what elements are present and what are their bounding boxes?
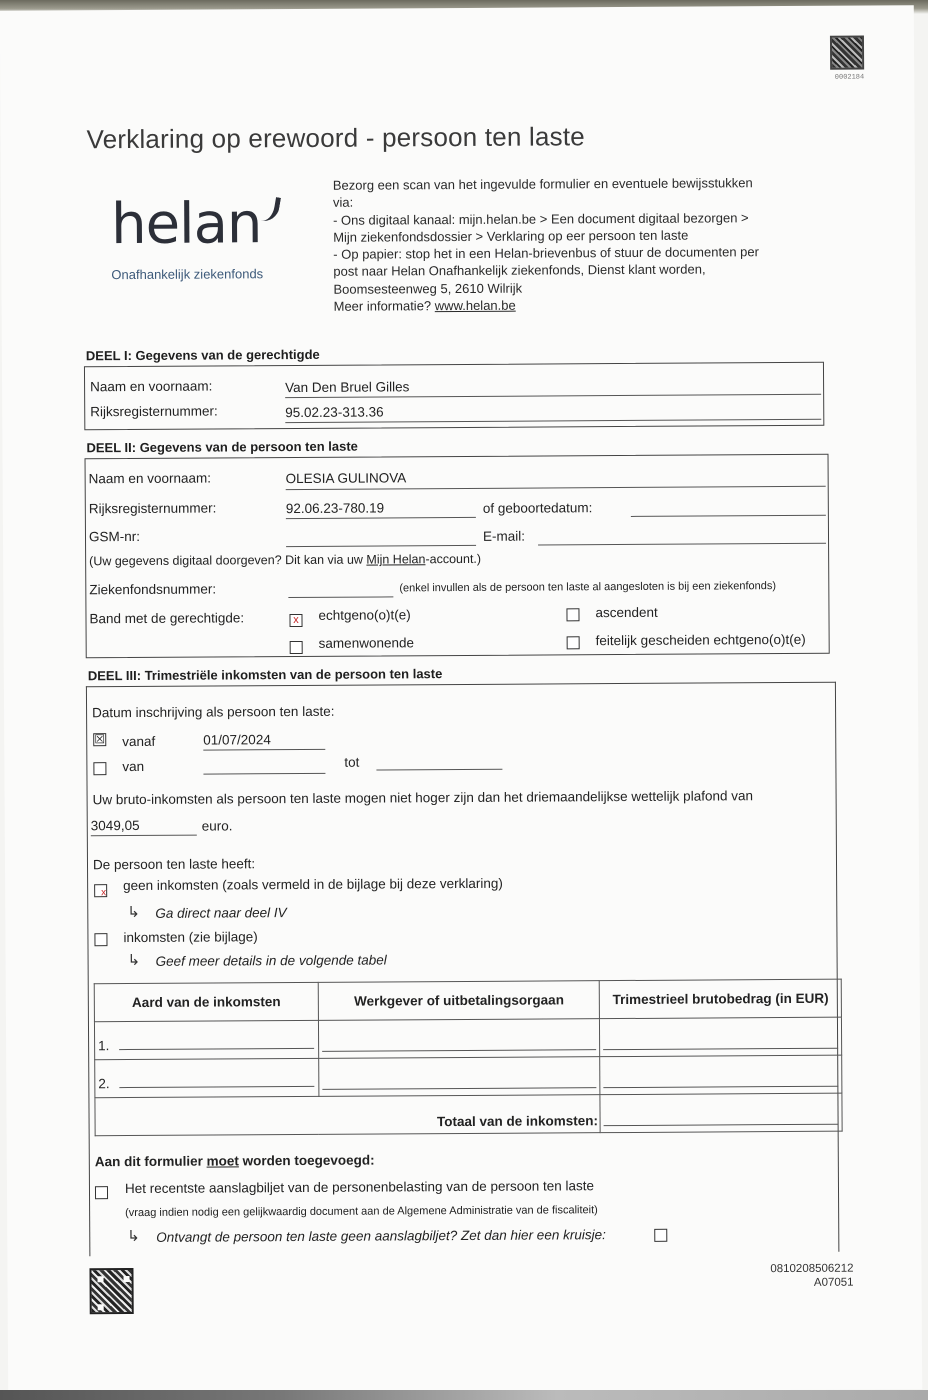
section-title-deel1: DEEL I: Gegevens van de gerechtigde (85, 346, 320, 364)
income-checkbox[interactable] (94, 933, 107, 946)
ceiling-unit: euro. (201, 818, 233, 834)
col-header-employer: Werkgever of uitbetalingsorgaan (318, 981, 600, 1021)
qr-code-icon (830, 36, 864, 70)
row1-amount-cell[interactable] (600, 1017, 842, 1056)
hint-arrow-icon: ↳ (127, 1227, 140, 1246)
tax-bill-label: Het recentste aanslagbiljet van de personenbelasting van de persoon ten laste (124, 1178, 595, 1197)
more-info-label: Meer informatie? (333, 298, 432, 314)
ceiling-value[interactable]: 3049,05 (90, 817, 140, 834)
no-income-label: geen inkomsten (zoals vermeld in de bijlage bij deze verklaring) (123, 875, 503, 894)
footer-codes (747, 1262, 853, 1291)
relation-checkbox-echtgenoot[interactable]: x (289, 614, 302, 627)
qr-code-top (830, 36, 864, 80)
attach-title (95, 1153, 375, 1170)
row1-employer-field[interactable] (322, 1036, 597, 1052)
deel1-rrn-label: Rijksregisternummer: (90, 403, 218, 420)
instruction-line: - Ons digitaal kanaal: mijn.helan.be > Een document digitaal bezorgen > (333, 209, 749, 228)
relation-checkbox-gescheiden[interactable] (567, 636, 580, 649)
relation-label-ascendent: ascendent (595, 604, 658, 621)
instruction-line: Boomsesteenweg 5, 2610 Wilrijk (333, 280, 523, 297)
van-label: van (122, 758, 145, 775)
row2-amount-field[interactable] (604, 1073, 839, 1088)
deel2-fund-label: Ziekenfondsnummer: (89, 581, 217, 598)
instruction-line: post naar Helan Onafhankelijk ziekenfonds, Dienst klant worden, (333, 261, 706, 280)
no-income-checkbox[interactable]: x (94, 884, 107, 897)
row1-amount-field[interactable] (604, 1035, 839, 1050)
date-label: Datum inschrijving als persoon ten laste: (92, 703, 335, 721)
footer-code-1: 0810208506212 (770, 1262, 854, 1276)
deel2-name-value[interactable]: OLESIA GULINOVA (285, 470, 407, 487)
attach-title-emph: moet (206, 1153, 239, 1169)
logo-accent-icon (259, 195, 281, 224)
vanaf-date-value[interactable]: 01/07/2024 (203, 732, 271, 748)
digital-note (89, 552, 481, 568)
row1-type-cell[interactable] (94, 1020, 318, 1059)
tax-bill-checkbox[interactable] (95, 1186, 108, 1199)
total-label: Totaal van de inkomsten: (95, 1095, 601, 1136)
deel2-relation-label: Band met de gerechtigde: (89, 610, 245, 627)
total-cell[interactable] (600, 1093, 842, 1132)
helan-logo (110, 191, 264, 283)
submission-instructions (333, 174, 804, 315)
form-page (0, 5, 922, 1395)
deel2-gsm-label: GSM-nr: (88, 528, 141, 545)
deel2-rrn-label: Rijksregisternummer: (88, 500, 217, 517)
col-header-type: Aard van de inkomsten (94, 982, 318, 1021)
row2-amount-cell[interactable] (600, 1055, 842, 1094)
logo-wordmark: helan (110, 191, 262, 258)
table-total-row (95, 1093, 842, 1136)
row2-type-cell[interactable] (95, 1058, 319, 1097)
ceiling-text: Uw bruto-inkomsten als persoon ten laste mogen niet hoger zijn dan het driemaandelijkse wettelijk plafond van (92, 788, 754, 808)
van-checkbox[interactable] (93, 762, 106, 775)
deel2-birthdate-label: of geboortedatum: (482, 500, 593, 516)
row2-employer-field[interactable] (322, 1074, 597, 1090)
top-code: 0002184 (834, 73, 865, 82)
relation-label-gescheiden: feitelijk gescheiden echtgeno(o)t(e) (595, 631, 806, 649)
row1-type-field[interactable] (119, 1048, 314, 1050)
more-info (334, 295, 804, 315)
deel1-name-label: Naam en voornaam: (90, 378, 213, 395)
vanaf-label: vanaf (122, 733, 156, 750)
income-label: inkomsten (zie bijlage) (123, 929, 258, 946)
vanaf-checkbox[interactable]: ☒ (94, 732, 106, 747)
row2-employer-cell[interactable] (319, 1057, 601, 1097)
row-number: 1. (98, 1038, 110, 1054)
helan-website-link[interactable]: www.helan.be (434, 297, 516, 314)
page-title: Verklaring op erewoord - persoon ten laste (86, 121, 586, 155)
has-label: De persoon ten laste heeft: (92, 856, 256, 873)
deel1-rrn-value[interactable]: 95.02.23-313.36 (285, 404, 384, 421)
tot-label: tot (344, 754, 360, 770)
deel3-box (86, 682, 839, 1257)
row1-employer-cell[interactable] (318, 1019, 600, 1059)
row2-type-field[interactable] (119, 1086, 314, 1088)
table-header-row (94, 979, 841, 1022)
deel1-name-value[interactable]: Van Den Bruel Gilles (285, 379, 410, 396)
instruction-line: via: (332, 194, 354, 211)
qr-code-bottom-icon (89, 1268, 133, 1314)
hint-arrow-icon: ↳ (127, 903, 140, 922)
relation-label-samenwonende: samenwonende (318, 635, 415, 651)
logo-tagline: Onafhankelijk ziekenfonds (111, 266, 264, 283)
relation-checkbox-samenwonende[interactable] (290, 641, 303, 654)
deel2-email-label: E-mail: (482, 528, 526, 544)
relation-label-echtgenoot: echtgeno(o)t(e) (318, 607, 411, 623)
deel2-rrn-value[interactable]: 92.06.23-780.19 (285, 500, 385, 517)
income-table (94, 979, 843, 1137)
mijn-helan-link[interactable]: Mijn Helan (366, 552, 426, 567)
income-hint: Geef meer details in de volgende tabel (155, 952, 387, 969)
attach-title-suffix: worden toegevoegd: (238, 1152, 375, 1169)
deel2-name-label: Naam en voornaam: (88, 470, 211, 487)
attach-title-prefix: Aan dit formulier (94, 1153, 207, 1170)
no-tax-bill-checkbox[interactable] (654, 1229, 667, 1242)
no-tax-bill-text: Ontvangt de persoon ten laste geen aanslagbiljet? Zet dan hier een kruisje: (156, 1227, 606, 1245)
scan-edge-bottom (0, 1390, 928, 1400)
instruction-line: - Op papier: stop het in een Helan-brievenbus of stuur de documenten per (333, 244, 759, 262)
digital-note-suffix: -account.) (425, 551, 482, 567)
deel2-fund-note: (enkel invullen als de persoon ten laste al aangesloten is bij een ziekenfonds) (399, 580, 777, 595)
table-row (94, 1017, 841, 1060)
total-field[interactable] (604, 1111, 839, 1126)
relation-checkbox-ascendent[interactable] (566, 608, 579, 621)
no-income-hint: Ga direct naar deel IV (155, 905, 287, 921)
table-row (95, 1055, 842, 1098)
section-title-deel3: DEEL III: Trimestriële inkomsten van de persoon ten laste (87, 666, 443, 684)
col-header-amount: Trimestrieel brutobedrag (in EUR) (600, 979, 842, 1018)
instruction-line: Bezorg een scan van het ingevulde formulier en eventuele bewijsstukken (332, 175, 753, 193)
section-title-deel2: DEEL II: Gegevens van de persoon ten laste (86, 438, 358, 456)
footer-code-2: A07051 (813, 1276, 854, 1289)
hint-arrow-icon: ↳ (127, 951, 141, 970)
digital-note-prefix: (Uw gegevens digitaal doorgeven? Dit kan via uw (89, 552, 367, 569)
row-number: 2. (98, 1076, 110, 1092)
tax-bill-note: (vraag indien nodig een gelijkwaardig document aan de Algemene Administratie van de fiscaliteit) (125, 1204, 598, 1220)
instruction-line: Mijn ziekenfondsdossier > Verklaring op eer persoon ten laste (333, 227, 689, 245)
